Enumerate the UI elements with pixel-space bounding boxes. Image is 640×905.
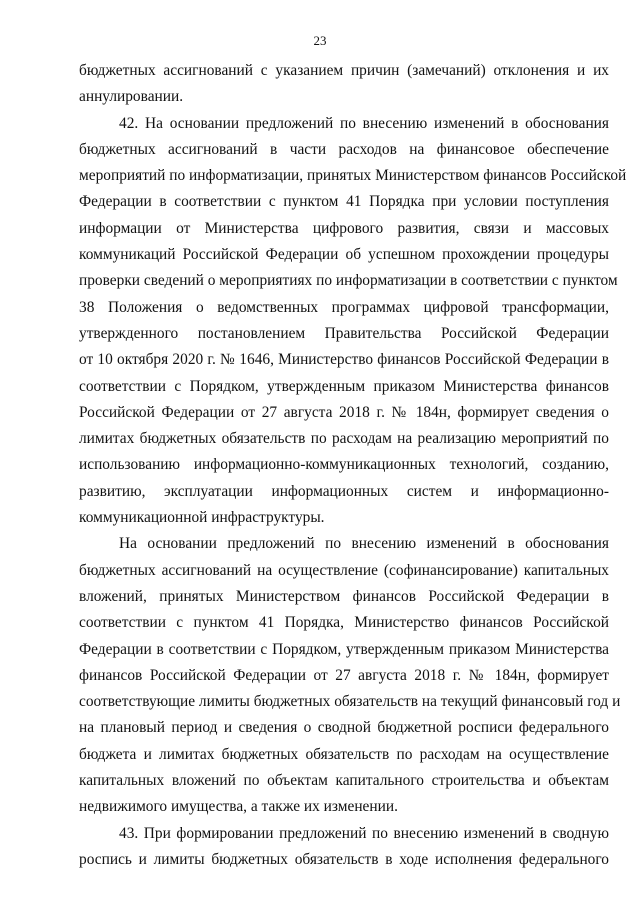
text-line: развитию, эксплуатации информационных систем и информационно- (79, 482, 609, 500)
text-line: коммуникационной инфраструктуры. (79, 509, 325, 527)
text-line: от 10 октября 2020 г. № 1646, Министерство финансов Российской Федерации в (79, 351, 609, 369)
text-line: капитальных вложений по объектам капитального строительства и объектам (79, 772, 609, 790)
text-line: коммуникаций Российской Федерации об успешном прохождении процедуры (79, 246, 609, 264)
text-line: 38 Положения о ведомственных программах цифровой трансформации, (79, 298, 609, 316)
text-line: соответствии с Порядком, утвержденным приказом Министерства финансов (79, 377, 609, 395)
document-body (79, 58, 627, 873)
text-line: вложений, принятых Министерством финансов Российской Федерации в (79, 587, 609, 605)
text-line: аннулировании. (79, 88, 184, 106)
paragraph (79, 111, 627, 532)
text-line: Федерации в соответствии с Порядком, утвержденным приказом Министерства (79, 640, 609, 658)
text-line: На основании предложений по внесению изменений в обоснования (119, 535, 609, 553)
text-line: роспись и лимиты бюджетных обязательств в ходе исполнения федерального (79, 850, 609, 868)
page-number: 23 (313, 33, 327, 48)
text-line: бюджетных ассигнований на осуществление (софинансирование) капитальных (79, 561, 609, 579)
text-line: финансов Российской Федерации от 27 августа 2018 г. № 184н, формирует (79, 666, 609, 684)
text-line: использованию информационно-коммуникационных технологий, созданию, (79, 456, 609, 474)
text-line: бюджетных ассигнований с указанием причин (замечаний) отклонения и их (79, 62, 609, 79)
text-line: Российской Федерации от 27 августа 2018 г. № 184н, формирует сведения о (79, 403, 609, 421)
paragraph (79, 531, 621, 820)
paragraph (79, 821, 609, 874)
text-line: бюджетных ассигнований в части расходов на финансовое обеспечение (79, 140, 609, 158)
paragraph (79, 58, 609, 111)
text-line: лимитах бюджетных обязательств по расходам на реализацию мероприятий по (79, 430, 609, 448)
text-line: соответствующие лимиты бюджетных обязательств на текущий финансовый год и (79, 693, 621, 711)
text-line: соответствии с пунктом 41 Порядка, Министерство финансов Российской (79, 614, 609, 632)
text-line: проверки сведений о мероприятиях по информатизации в соответствии с пунктом (79, 272, 618, 290)
text-line: на плановый период и сведения о сводной бюджетной росписи федерального (79, 719, 609, 737)
text-line: Федерации в соответствии с пунктом 41 Порядка при условии поступления (79, 193, 609, 211)
text-line: недвижимого имущества, а также их изменении. (79, 798, 398, 816)
text-line: 42. На основании предложений по внесению изменений в обоснования (119, 114, 609, 132)
text-line: 43. При формировании предложений по внесению изменений в сводную (119, 824, 609, 842)
text-line: утвержденного постановлением Правительства Российской Федерации (79, 324, 609, 342)
text-line: бюджета и лимитах бюджетных обязательств по расходам на осуществление (79, 745, 609, 763)
text-line: мероприятий по информатизации, принятых Министерством финансов Российской (79, 167, 627, 185)
text-line: информации от Министерства цифрового развития, связи и массовых (79, 219, 609, 237)
